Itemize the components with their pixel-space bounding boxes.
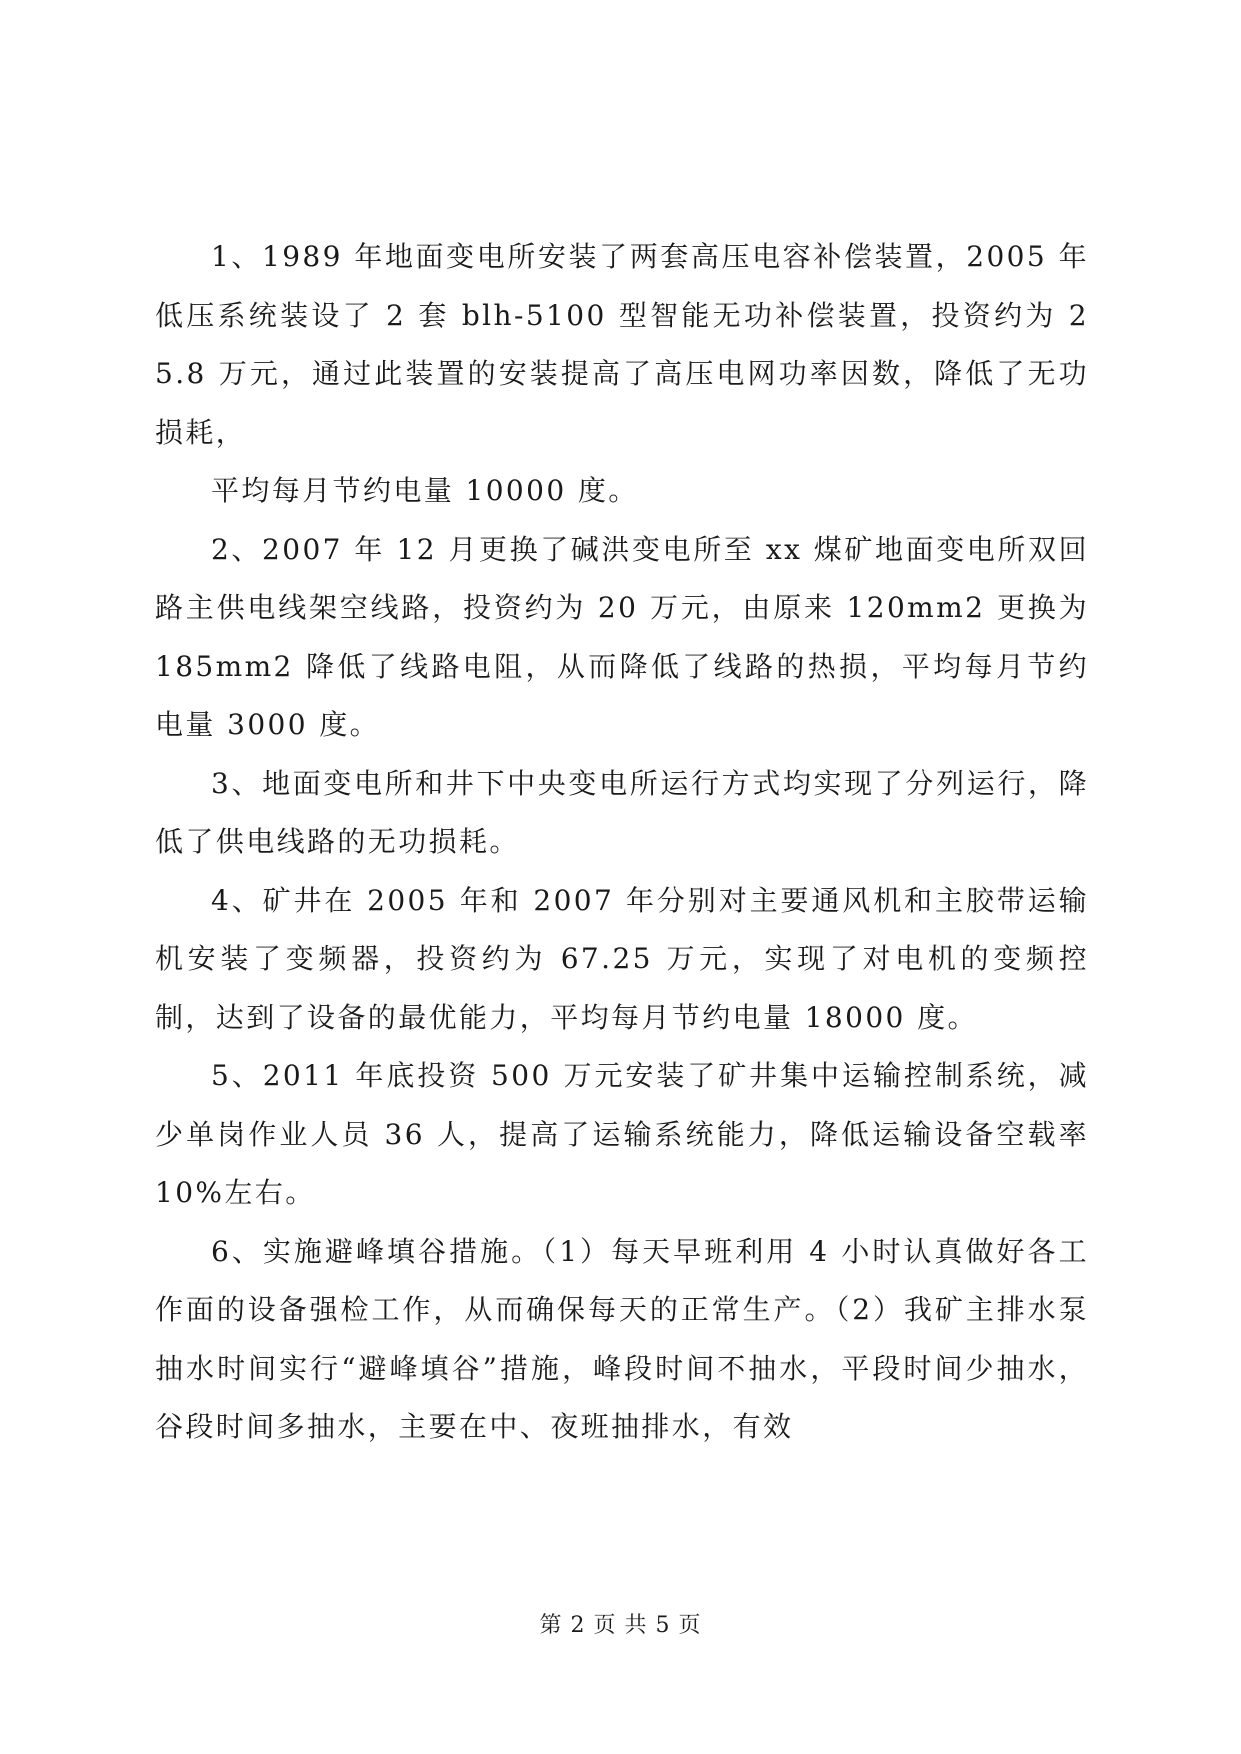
document-body [155, 228, 1089, 1457]
paragraph-4: 3、地面变电所和井下中央变电所运行方式均实现了分列运行，降低了供电线路的无功损耗。 [155, 766, 1089, 858]
paragraph-2: 平均每月节约电量 10000 度。 [211, 474, 639, 507]
paragraph-6: 5、2011 年底投资 500 万元安装了矿井集中运输控制系统，减少单岗作业人员 36 人，提高了运输系统能力，降低运输设备空载率 10%左右。 [155, 1059, 1089, 1209]
page-number-footer: 第 2 页 共 5 页 [539, 1613, 702, 1638]
paragraph-1: 1、1989 年地面变电所安装了两套高压电容补偿装置，2005 年低压系统装设了 2 套 blh-5100 型智能无功补偿装置，投资约为 25.8 万元，通过此装置的安装提高了高压电网功率因数，降低了无功损耗， [155, 240, 1089, 449]
paragraph-5: 4、矿井在 2005 年和 2007 年分别对主要通风机和主胶带运输机安装了变频器，投资约为 67.25 万元，实现了对电机的变频控制，达到了设备的最优能力，平均每月节约电量 18000 度。 [155, 883, 1089, 1034]
paragraph-7: 6、实施避峰填谷措施。（1）每天早班利用 4 小时认真做好各工作面的设备强检工作，从而确保每天的正常生产。（2）我矿主排水泵抽水时间实行“避峰填谷”措施，峰段时间不抽水，平段时间少抽水，谷段时间多抽水，主要在中、夜班抽排水，有效 [155, 1234, 1089, 1443]
paragraph-3: 2、2007 年 12 月更换了碱洪变电所至 xx 煤矿地面变电所双回路主供电线架空线路，投资约为 20 万元，由原来 120mm2 更换为 185mm2 降低了线路电阻，从而降低了线路的热损，平均每月节约电量 3000 度。 [155, 532, 1089, 741]
